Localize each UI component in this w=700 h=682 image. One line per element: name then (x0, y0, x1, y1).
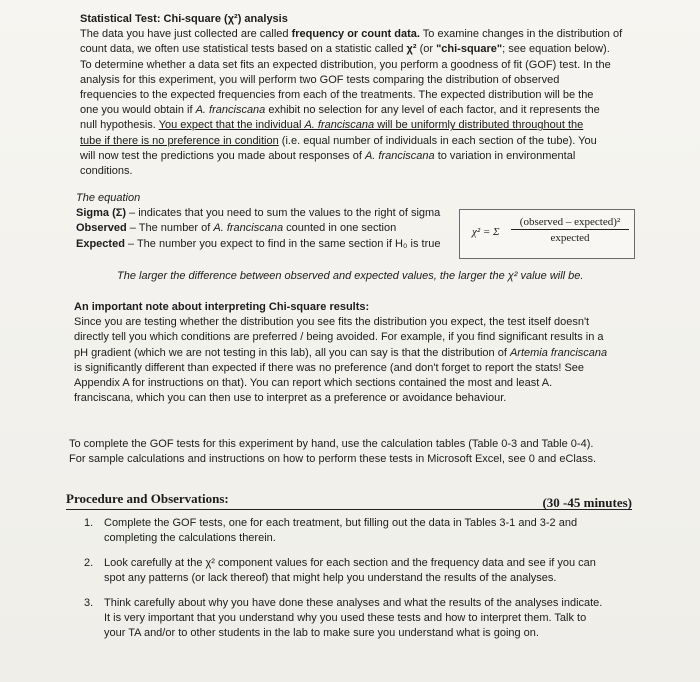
text-segment: – indicates that you need to sum the values to the right of sigma (126, 207, 441, 220)
text-segment: will now test the predictions you made about responses of (80, 149, 365, 162)
gof-paragraph (69, 437, 596, 467)
text-line (74, 361, 607, 376)
item-line: It is very important that you understand why you used these tests and how to interpret them. Talk to (104, 612, 587, 625)
text-segment: frequency or count data. (291, 28, 420, 41)
text-line (80, 118, 622, 133)
note-title: An important note about interpreting Chi-square results: (74, 301, 370, 313)
text-segment: ; see equation below). (502, 43, 610, 56)
text-segment: A. franciscana (364, 149, 435, 162)
text-segment: A. franciscana (195, 104, 266, 117)
text-line (80, 149, 622, 164)
text-segment: The data you have just collected are called (80, 28, 292, 41)
text-line (80, 42, 622, 57)
item-text (104, 596, 602, 642)
text-segment: exhibit no selection for any level of each factor, and it represents the (265, 104, 600, 117)
text-segment: – The number of (126, 222, 214, 235)
text-line (80, 88, 622, 103)
text-line (80, 103, 622, 118)
text-segment: A. franciscana (213, 222, 284, 235)
text-segment: will be uniformly distributed throughout the (374, 119, 584, 132)
text-segment: Observed (76, 222, 127, 235)
text-segment: analysis for this experiment, you will perform two GOF tests comparing the distribution of observed (80, 73, 560, 86)
text-segment: directly tell you which conditions are preferred / being avoided. For example, if you find significant results in a (74, 331, 604, 344)
text-segment: For sample calculations and instructions on how to perform these tests in Microsoft Excel, see 0 and eClass. (69, 453, 597, 466)
formula-lhs: χ² = Σ (472, 226, 500, 238)
text-line (80, 73, 622, 88)
equation-definitions (76, 206, 441, 252)
equation-section (76, 191, 441, 252)
text-line (80, 58, 622, 73)
item-line: Complete the GOF tests, one for each treatment, but filling out the data in Tables 3-1 and 3-2 and (104, 517, 578, 529)
item-line: spot any patterns (or lack thereof) that might help you understand the results of the analyses. (104, 572, 557, 585)
text-line (76, 206, 441, 221)
item-line: Think carefully about why you have done these analyses and what the results of the analyses indicate. (104, 597, 603, 609)
item-line: your TA and/or to other students in the lab to make sure you understand what is going on. (104, 627, 539, 640)
text-segment: is significantly different than expected if there was no preference (and don't forget to report the stats! See (74, 361, 585, 374)
text-segment: – The number you expect to find in the same section if H₀ is true (124, 237, 441, 250)
equation-caption: The larger the difference between observed and expected values, the larger the χ² value will be. (117, 270, 584, 282)
formula-denominator: expected (550, 232, 590, 244)
text-segment: conditions. (80, 165, 133, 178)
text-segment: tube if there is no preference in condition (80, 134, 279, 147)
item-number: 1. (84, 517, 94, 529)
chi-square-formula-box (459, 209, 635, 259)
interpretation-note (74, 300, 607, 406)
text-line (74, 346, 607, 361)
text-segment: Sigma (Σ) (76, 207, 126, 220)
text-segment: Appendix A for instructions on that). You can report which sections contained the most and least A. (74, 377, 553, 390)
text-segment: To examine changes in the distribution of (419, 28, 623, 41)
text-line (76, 221, 441, 236)
text-segment: franciscana, which you can then use to interpret as a preference or avoidance behaviour. (74, 392, 507, 405)
item-text (104, 516, 577, 546)
text-segment: counted in one section (283, 222, 397, 235)
text-line (74, 391, 607, 406)
text-segment: (or (416, 43, 437, 56)
text-segment: "chi-square" (436, 43, 503, 56)
text-segment: count data, we often use statistical tests based on a statistic called (80, 43, 407, 56)
text-line (80, 27, 622, 42)
procedure-time: (30 -45 minutes) (542, 495, 632, 510)
text-line (80, 164, 622, 179)
item-text (104, 556, 596, 586)
note-paragraph (74, 315, 607, 406)
gof-instructions (69, 437, 596, 467)
text-line (74, 330, 607, 345)
text-segment: χ² (406, 43, 417, 56)
text-segment: frequencies to the expected frequencies from each of the treatments. The expected distribution will be the (80, 89, 594, 102)
text-segment: pH gradient (which we are not testing in this lab), all you can say is that the distribution of (74, 346, 510, 359)
chi-square-paragraph (80, 27, 622, 179)
text-segment: To determine whether a data set fits an expected distribution, you perform a goodness of fit (GOF) test. In the (80, 58, 611, 71)
text-segment: Expected (76, 237, 125, 250)
section-title: Statistical Test: Chi-square (χ²) analysis (80, 13, 288, 25)
formula-fraction (511, 216, 629, 244)
chi-square-section (80, 12, 622, 179)
text-segment: one you would obtain if (80, 104, 196, 117)
text-line (74, 376, 607, 391)
text-segment: You expect that the individual (158, 119, 305, 132)
text-segment: To complete the GOF tests for this experiment by hand, use the calculation tables (Table 0-3 and Table 0-4). (69, 438, 594, 450)
item-line: Look carefully at the χ² component values for each section and the frequency data and see if you can (104, 557, 596, 569)
text-line (69, 452, 596, 467)
text-segment: Artemia franciscana (509, 346, 608, 359)
text-segment: null hypothesis. (80, 119, 159, 132)
text-segment: to variation in environmental (434, 149, 576, 162)
text-line (76, 237, 441, 252)
text-segment: Since you are testing whether the distribution you see fits the distribution you expect, the test itself doesn't (74, 316, 590, 329)
item-line: completing the calculations therein. (104, 532, 276, 545)
text-segment: A. franciscana (304, 119, 375, 132)
formula-numerator: (observed – expected)² (511, 216, 629, 230)
procedure-header (66, 489, 632, 510)
procedure-heading: Procedure and Observations: (66, 491, 229, 506)
text-line (80, 134, 622, 149)
item-number: 3. (84, 597, 94, 609)
item-number: 2. (84, 557, 94, 569)
equation-heading: The equation (76, 192, 141, 204)
text-line (69, 437, 596, 452)
text-line (74, 315, 607, 330)
text-segment: (i.e. equal number of individuals in each section of the tube). You (278, 134, 597, 147)
